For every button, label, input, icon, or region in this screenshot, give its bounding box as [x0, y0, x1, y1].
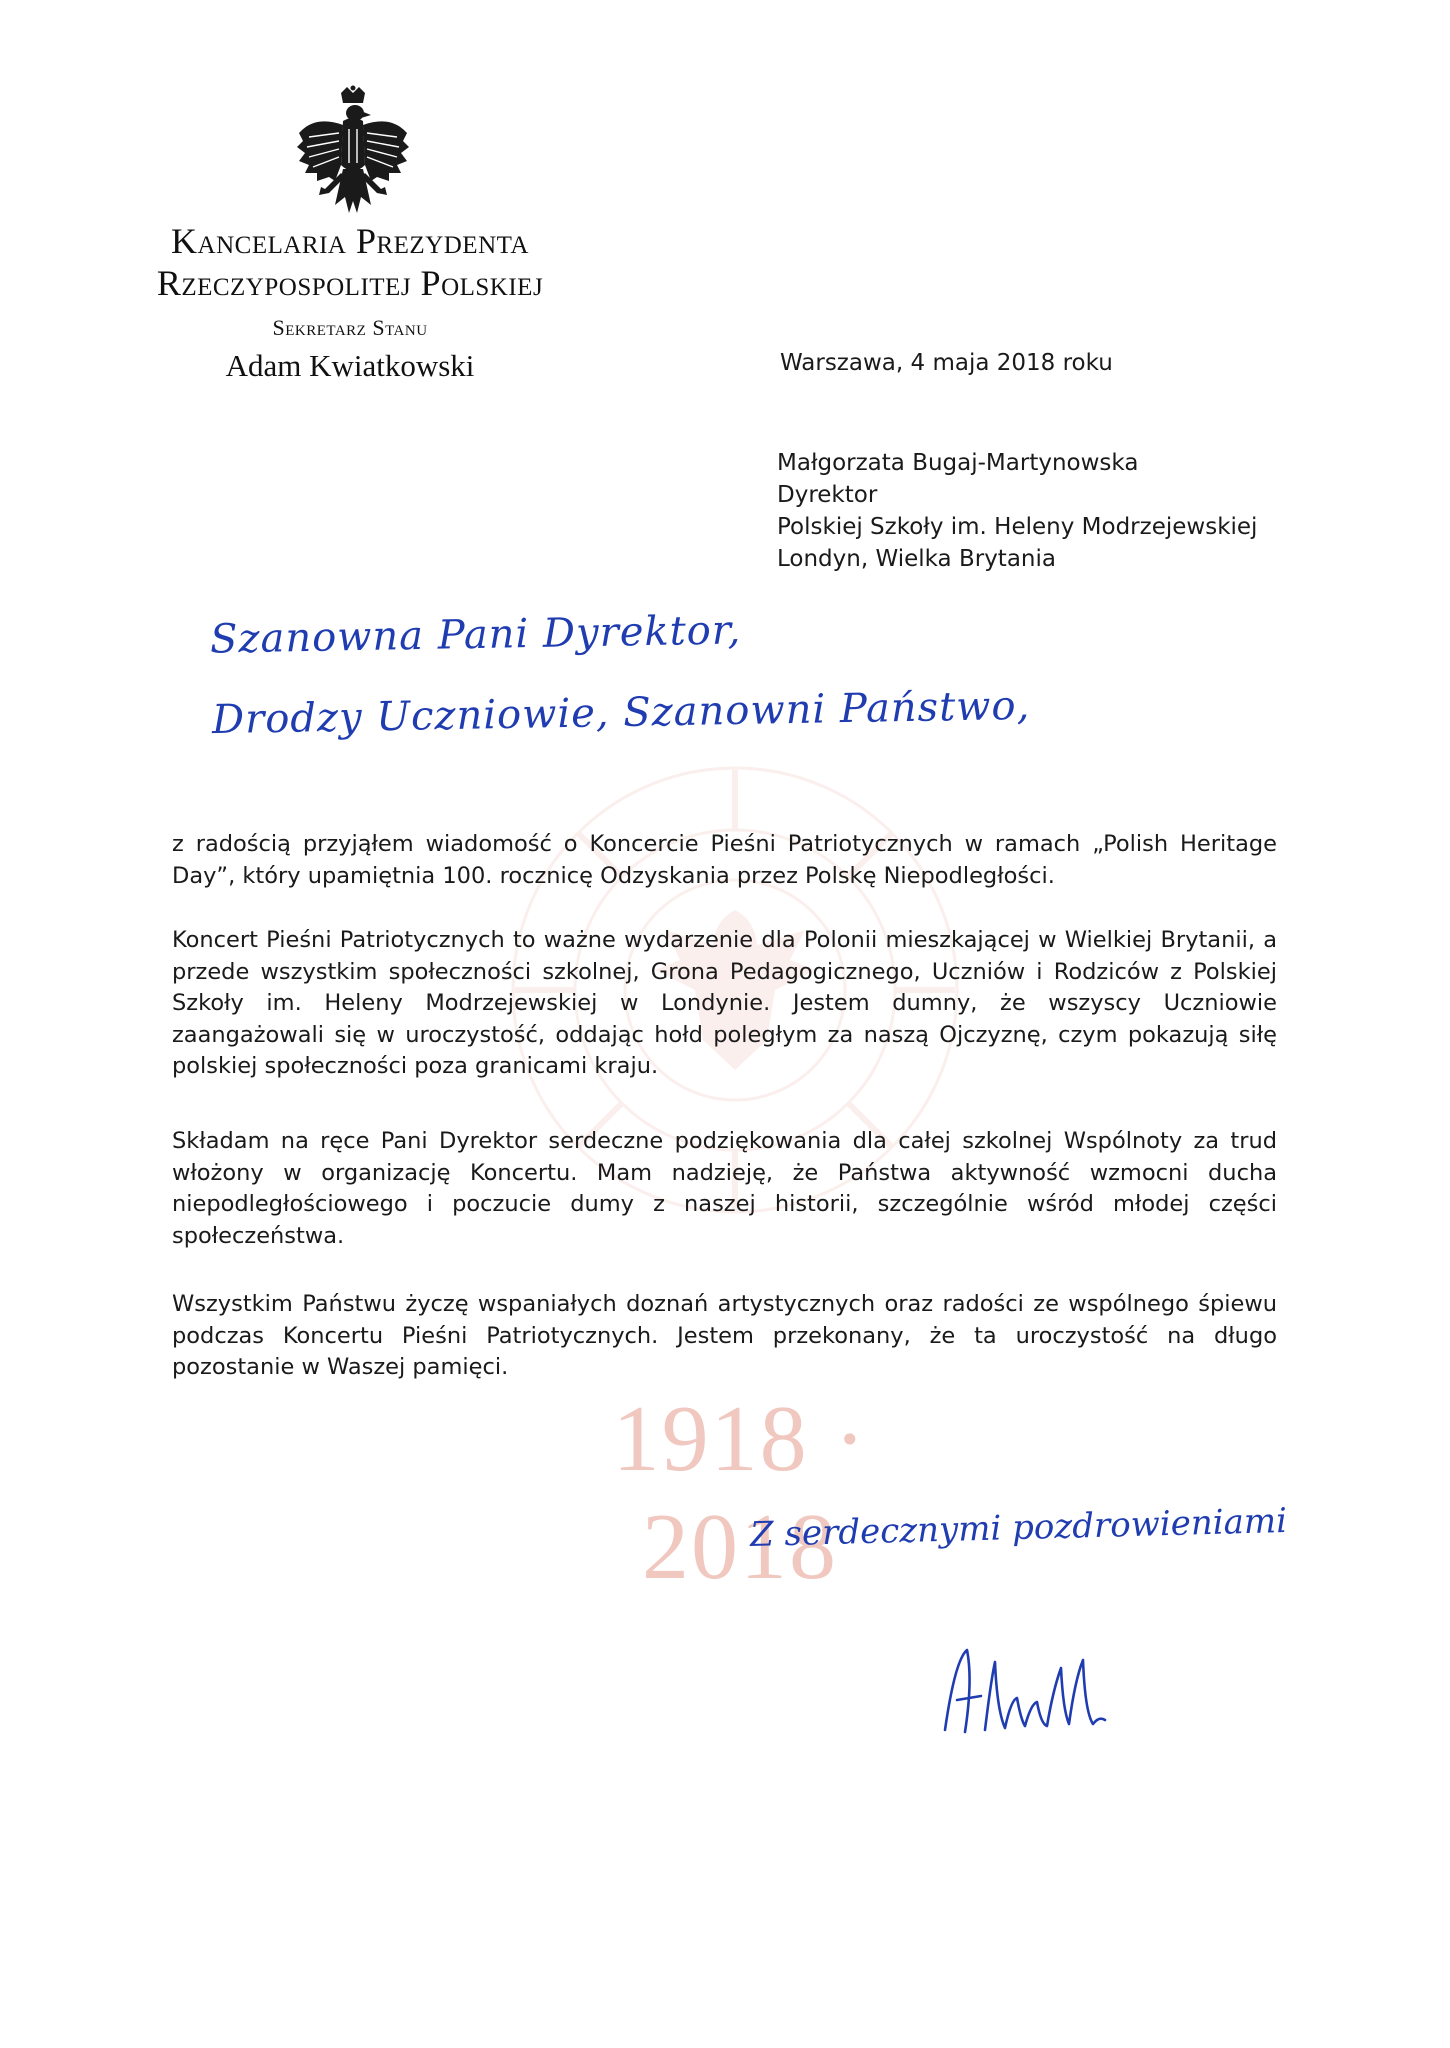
body-paragraph-1 — [172, 829, 1277, 892]
recipient-title: Dyrektor — [777, 482, 878, 508]
polish-eagle-emblem-icon — [295, 85, 411, 225]
handwritten-greeting-line1: Szanowna Pani Dyrektor, — [209, 607, 742, 663]
sender-role: Sekretarz Stanu — [272, 315, 428, 340]
body-paragraph-4 — [172, 1289, 1277, 1384]
recipient-block — [777, 447, 1257, 575]
paragraph-text: z radością przyjąłem wiadomość o Koncercie Pieśni Patriotycznych w ramach „Polish Heritage Day”, który upamiętnia 100. rocznicę Odzyskania przez Polskę Niepodległości. — [172, 831, 1277, 889]
org-name-line1: Kancelaria Prezydenta — [171, 221, 529, 261]
paragraph-text: Składam na ręce Pani Dyrektor serdeczne podziękowania dla całej szkolnej Wspólnoty za trud włożony w organizację Koncertu. Mam nadzieję, że Państwa aktywność wzmocni ducha niepodległościowego i poczucie dumy z naszej historii, szczególnie wśród młodej części społeczeństwa. — [172, 1128, 1277, 1249]
recipient-location: Londyn, Wielka Brytania — [777, 546, 1056, 572]
sender-name: Adam Kwiatkowski — [225, 348, 475, 383]
handwritten-signature-icon — [925, 1620, 1125, 1750]
handwritten-greeting-line2: Drodzy Uczniowie, Szanowni Państwo, — [211, 682, 1031, 744]
body-paragraph-2 — [172, 925, 1277, 1083]
handwritten-closing: Z serdecznymi pozdrowieniami — [749, 1500, 1288, 1556]
recipient-school: Polskiej Szkoły im. Heleny Modrzejewskiej — [777, 514, 1258, 540]
recipient-name: Małgorzata Bugaj-Martynowska — [777, 450, 1139, 476]
letter-date: Warszawa, 4 maja 2018 roku — [780, 350, 1113, 376]
body-paragraph-3 — [172, 1126, 1277, 1252]
paragraph-text: Koncert Pieśni Patriotycznych to ważne wydarzenie dla Polonii mieszkającej w Wielkiej Brytanii, a przede wszystkim społeczności szkolnej, Grona Pedagogicznego, Uczniów i Rodziców z Polskiej Szkoły im. Heleny Modrzejewskiej w Londynie. Jestem dumny, że wszyscy Uczniowie zaangażowali się w uroczystość, oddając hołd poległym za naszą Ojczyznę, czym pokazują siłę polskiej społeczności poza granicami kraju. — [172, 927, 1277, 1079]
paragraph-text: Wszystkim Państwu życzę wspaniałych doznań artystycznych oraz radości ze wspólnego śpiewu podczas Koncertu Pieśni Patriotycznych. Jestem przekonany, że ta uroczystość na długo pozostanie w Waszej pamięci. — [172, 1291, 1277, 1380]
org-name-line2: Rzeczypospolitej Polskiej — [156, 263, 544, 303]
watermark-years: 1918 · 2018 — [612, 1387, 868, 1599]
